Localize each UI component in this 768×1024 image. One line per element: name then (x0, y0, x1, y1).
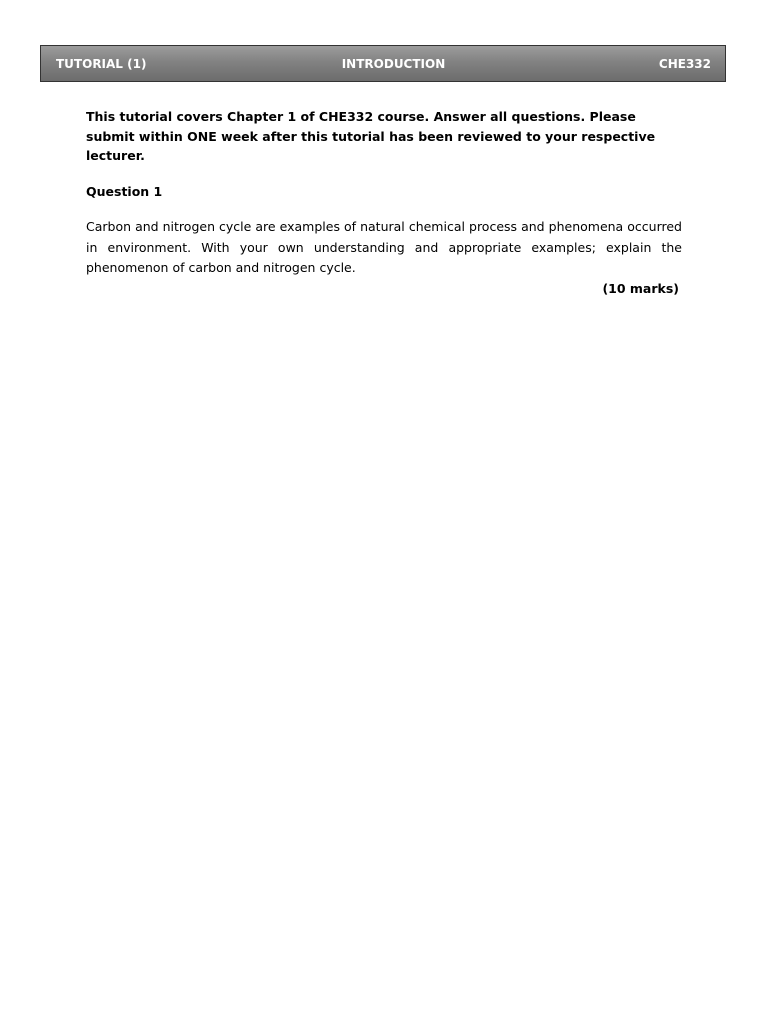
header-topic-label: INTRODUCTION (341, 56, 446, 71)
intro-paragraph: This tutorial covers Chapter 1 of CHE332 course. Answer all questions. Please submit within ONE week after this tutorial has been reviewed to your respective lecturer. (86, 109, 656, 163)
question-marks: (10 marks) (602, 280, 679, 296)
header-tutorial-label: TUTORIAL (1) (56, 56, 147, 71)
document-body (86, 107, 682, 298)
header-course-code: CHE332 (658, 56, 711, 71)
question-heading: Question 1 (86, 183, 163, 199)
page-header-bar (40, 45, 726, 82)
question-text: Carbon and nitrogen cycle are examples of natural chemical process and phenomena occurred in environment. With your own understanding and appropriate examples; explain the phenomenon of carbon and nitrogen cycle. (86, 219, 682, 275)
